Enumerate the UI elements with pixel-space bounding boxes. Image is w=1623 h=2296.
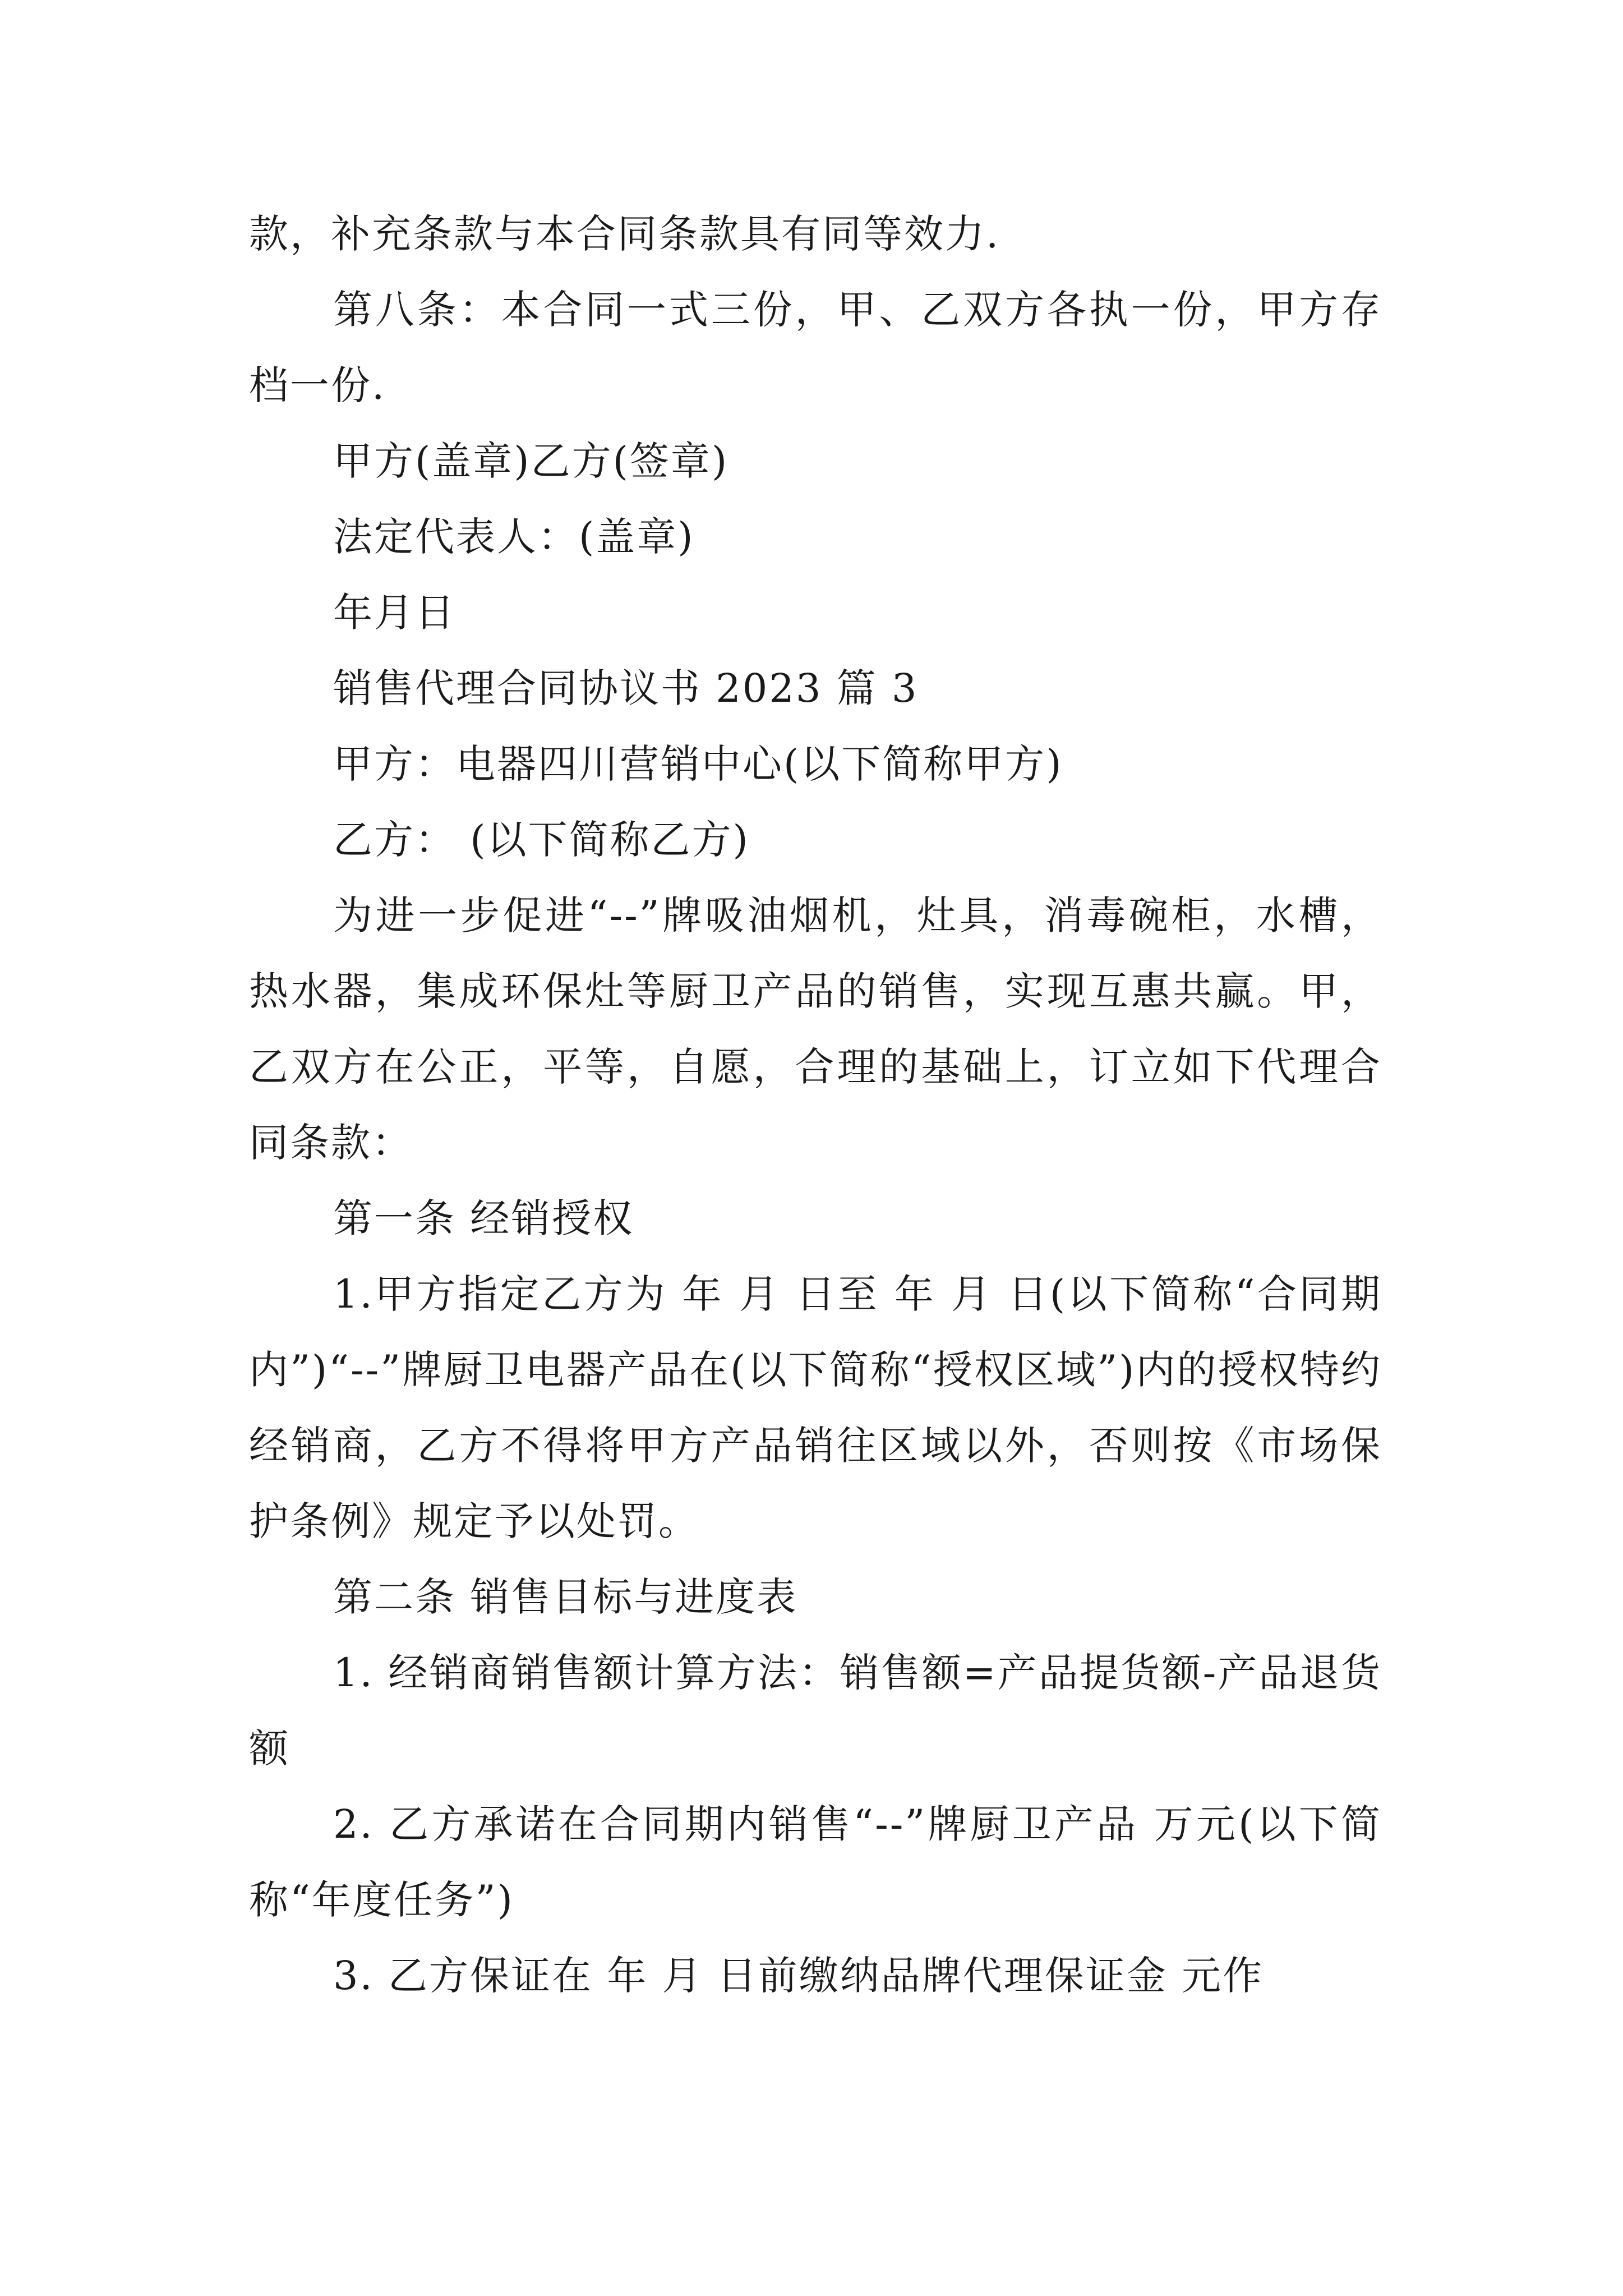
paragraph: 为进一步促进“--”牌吸油烟机，灶具，消毒碗柜，水槽，热水器，集成环保灶等厨卫产品的销售，实现互惠共赢。甲，乙双方在公正，平等，自愿，合理的基础上，订立如下代理合同条款： <box>249 892 1382 1166</box>
paragraph: 1.甲方指定乙方为 年 月 日至 年 月 日(以下简称“合同期内”)“--”牌厨卫电器产品在(以下简称“授权区域”)内的授权特约经销商，乙方不得将甲方产品销往区域以外，否则按《市场保护条例》规定予以处罚。 <box>249 1271 1382 1544</box>
party-b-line: 乙方： (以下简称乙方) <box>333 817 750 863</box>
legal-representative-line: 法定代表人：(盖章) <box>333 514 695 560</box>
article-heading: 第二条 销售目标与进度表 <box>333 1574 798 1620</box>
signature-line: 甲方(盖章)乙方(签章) <box>333 438 729 484</box>
document-body <box>249 196 1382 2014</box>
paragraph: 款，补充条款与本合同条款具有同等效力. <box>249 211 1000 257</box>
date-line: 年月日 <box>333 590 456 636</box>
paragraph: 3. 乙方保证在 年 月 日前缴纳品牌代理保证金 元作 <box>333 1953 1264 1999</box>
paragraph: 1. 经销商销售额计算方法：销售额=产品提货额-产品退货额 <box>249 1650 1382 1772</box>
section-title: 销售代理合同协议书 2023 篇 3 <box>333 665 919 711</box>
paragraph: 第八条：本合同一式三份，甲、乙双方各执一份，甲方存档一份. <box>249 287 1382 408</box>
article-heading: 第一条 经销授权 <box>333 1195 634 1241</box>
paragraph: 2. 乙方承诺在合同期内销售“--”牌厨卫产品 万元(以下简称“年度任务”) <box>249 1801 1382 1923</box>
party-a-line: 甲方：电器四川营销中心(以下简称甲方) <box>333 741 1063 787</box>
